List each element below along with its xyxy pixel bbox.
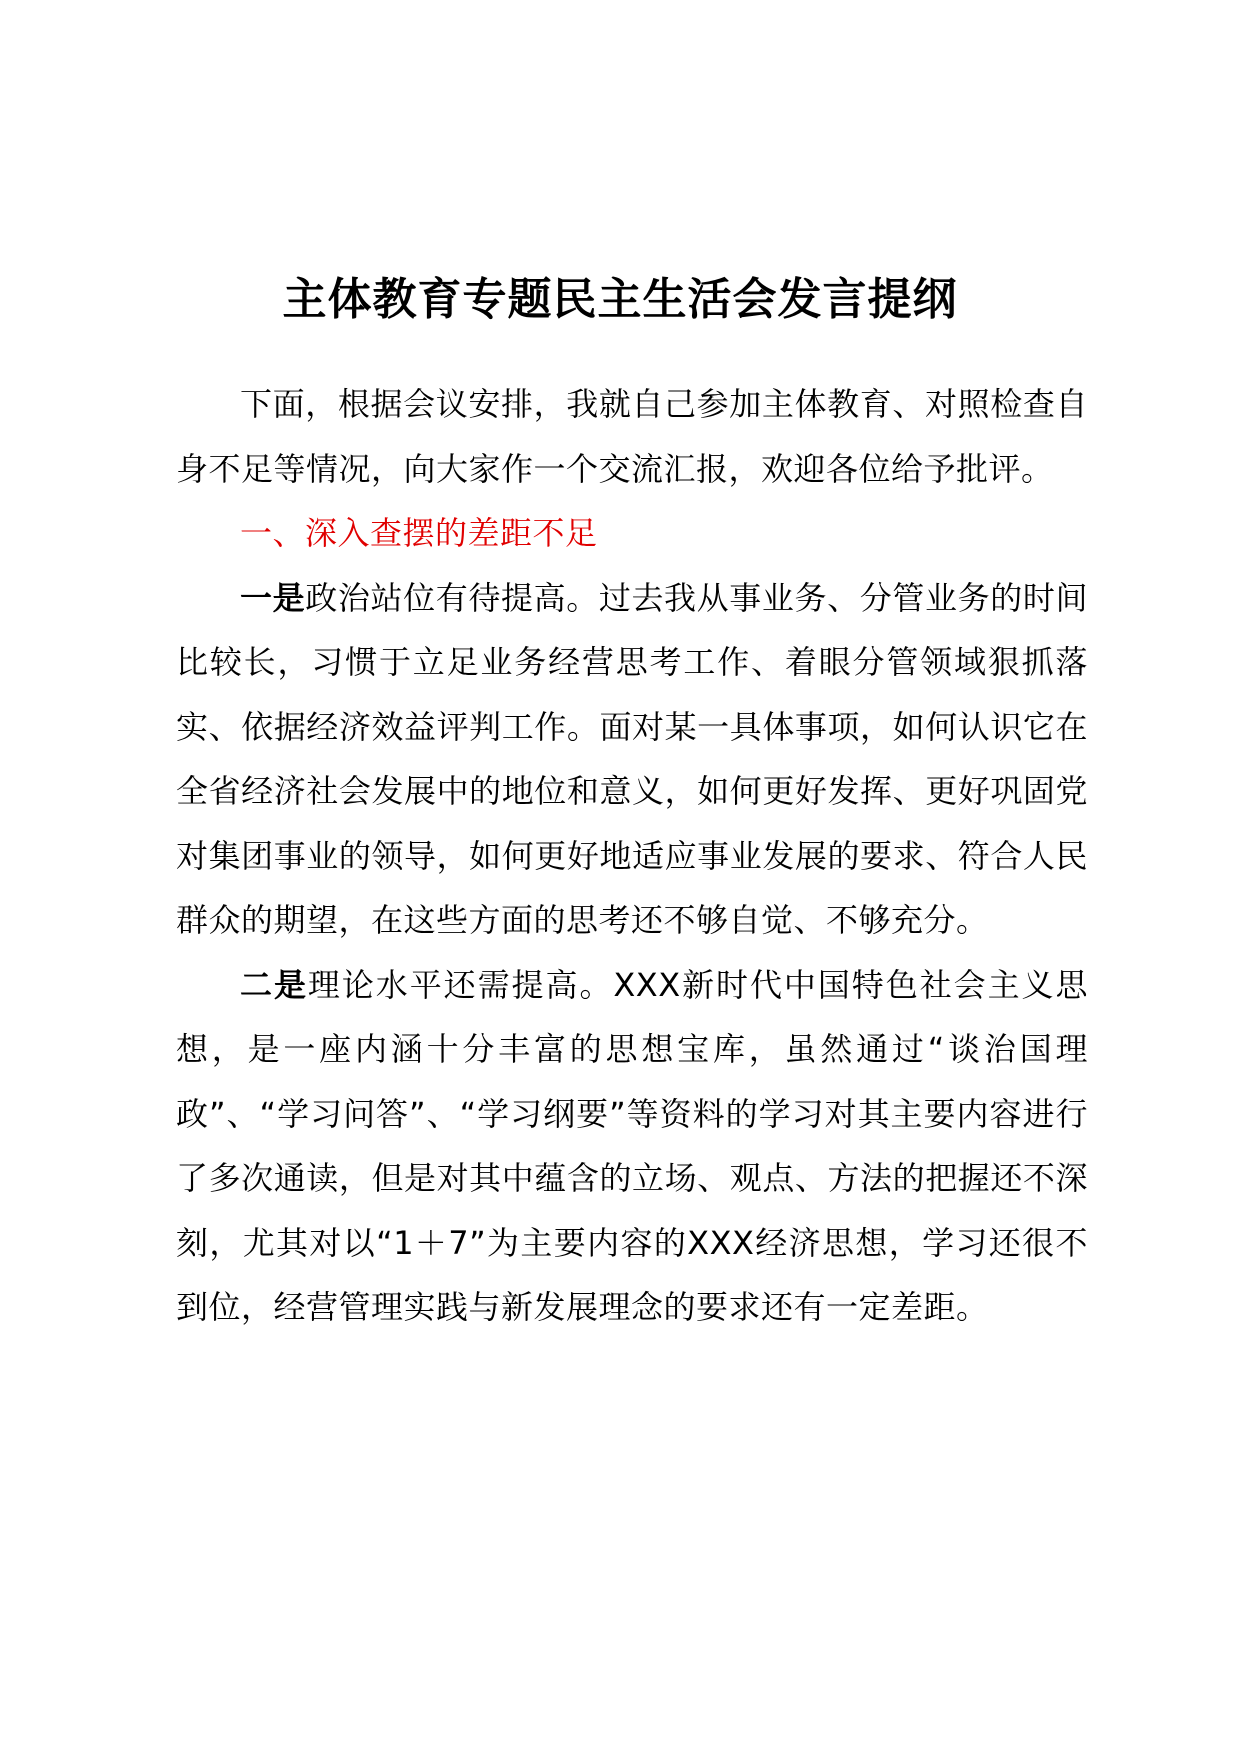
intro-paragraph: 下面，根据会议安排，我就自己参加主体教育、对照检查自身不足等情况，向大家作一个交流汇报，欢迎各位给予批评。 [176, 385, 1088, 488]
point-one-paragraph [176, 566, 1088, 953]
point-two-paragraph [176, 953, 1088, 1340]
point-one-text: 政治站位有待提高。过去我从事业务、分管业务的时间比较长，习惯于立足业务经营思考工作、着眼分管领域狠抓落实、依据经济效益评判工作。面对某一具体事项，如何认识它在全省经济社会发展中的地位和意义，如何更好发挥、更好巩固党对集团事业的领导，如何更好地适应事业发展的要求、符合人民群众的期望，在这些方面的思考还不够自觉、不够充分。 [176, 578, 1088, 939]
document-body [176, 372, 1088, 1340]
point-two-text: 理论水平还需提高。XXX新时代中国特色社会主义思想，是一座内涵十分丰富的思想宝库，虽然通过“谈治国理政”、“学习问答”、“学习纲要”等资料的学习对其主要内容进行了多次通读，但是对其中蕴含的立场、观点、方法的把握还不深刻，尤其对以“1＋7”为主要内容的XXX经济思想，学习还很不到位，经营管理实践与新发展理念的要求还有一定差距。 [176, 965, 1088, 1326]
point-one-lead: 一是 [240, 578, 306, 617]
document-title: 主体教育专题民主生活会发言提纲 [282, 274, 958, 325]
point-two-lead: 二是 [240, 965, 308, 1004]
section-heading: 一、深入查摆的差距不足 [240, 514, 598, 552]
